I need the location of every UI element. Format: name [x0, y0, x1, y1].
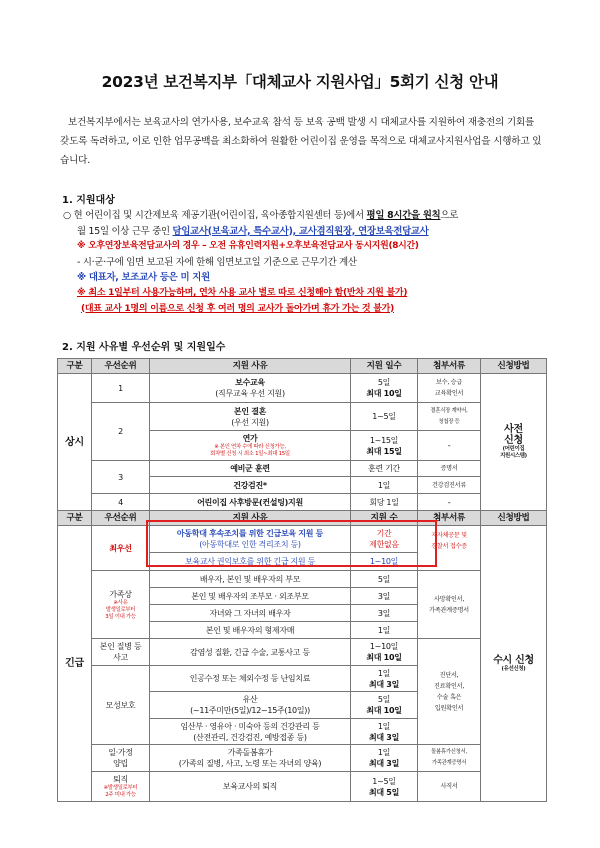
days-cell: 1일 최대 3일 — [351, 666, 418, 692]
header-docs: 첨부서류 — [418, 359, 481, 374]
docs-cell: 증명서 — [418, 461, 481, 477]
days-cell: 1일 — [351, 622, 418, 639]
table-row — [58, 571, 547, 588]
eligibility-note-excluded: ※ 대표자, 보조교사 등은 미 지원 — [77, 272, 210, 284]
priority-retire: 퇴직 ※발생일로부터 2주 미내 가능 — [92, 772, 150, 802]
reason-cell: 본인 및 배우자의 형제자매 — [150, 622, 351, 639]
priority-cell: 3 — [92, 461, 150, 494]
docs-cell: 진단서, 진료확인서, 수술 혹은 입원확인서 — [418, 639, 481, 745]
eligibility-note-afternoon: ※ 오후연장보육전담교사의 경우 – 오전 유휴인력지원+오후보육전담교사 동시지원(8시간) — [77, 241, 419, 252]
days-cell: 1일 최대 3일 — [351, 745, 418, 772]
section1-body — [63, 208, 548, 317]
header-days: 지원 수 — [351, 511, 418, 526]
intro-paragraph: 보건복지부에서는 보육교사의 연가사용, 보수교육 참석 등 보육 공백 발생 시 대체교사를 지원하여 재충전의 기회를 갖도록 독려하고, 이로 인한 업무공백을 최소화하여 원활한 어린이집 운영을 목적으로 대체교사지원사업을 시행하고 있습니다. — [60, 117, 542, 166]
docs-cell: 건강검진서류 — [418, 477, 481, 494]
header-method: 신청방법 — [481, 511, 547, 526]
category-regular: 상시 — [58, 374, 92, 511]
days-cell: 5일 — [351, 571, 418, 588]
days-cell: 3일 — [351, 588, 418, 605]
reason-cell: 유산 (~11주미만(5일)/12~15주(10일)) — [150, 692, 351, 719]
reason-cell: 건강검진* — [150, 477, 351, 494]
days-cell: 3일 — [351, 605, 418, 622]
priority-top: 최우선 — [92, 526, 150, 571]
priority-illness: 본인 질병 등 사고 — [92, 639, 150, 666]
days-cell: 1~15일 최대 15일 — [351, 431, 418, 461]
header-priority: 우선순위 — [92, 359, 150, 374]
section2-heading: 2. 지원 사유별 우선순위 및 지원일수 — [62, 342, 226, 353]
priority-worklife: 일·가정 양립 — [92, 745, 150, 772]
reason-cell: 임산부 · 영유아 · 미숙아 등의 건강관리 등 (산전관리, 건강검진, 예방접종 등) — [150, 719, 351, 745]
method-advance: 사전 신청 (어린이집 지원시스템) — [481, 374, 547, 511]
docs-cell: 지자체공문 및 경찰서 접수증 — [418, 526, 481, 571]
days-cell: 훈련 기간 — [351, 461, 418, 477]
docs-cell: - — [418, 431, 481, 461]
reason-cell: 어린이집 사후방문(컨설팅)지원 — [150, 494, 351, 511]
days-cell: 1~5일 — [351, 403, 418, 431]
table-row — [58, 403, 547, 431]
table-row — [58, 494, 547, 511]
reason-cell: 본인 및 배우자의 조부모 · 외조부모 — [150, 588, 351, 605]
docs-cell: 보수, 승급 교육확인서 — [418, 374, 481, 403]
header-method: 신청방법 — [481, 359, 547, 374]
method-anytime: 수시 신청 (유선신청) — [481, 526, 547, 802]
priority-maternity: 모성보호 — [92, 666, 150, 745]
days-cell: 1일 — [351, 477, 418, 494]
days-cell: 5일 최대 10일 — [351, 692, 418, 719]
docs-cell: - — [418, 494, 481, 511]
reason-cell: 자녀와 그 자녀의 배우자 — [150, 605, 351, 622]
header-priority: 우선순위 — [92, 511, 150, 526]
table-row — [58, 639, 547, 666]
page-title: 2023년 보건복지부「대체교사 지원사업」5회기 신청 안내 — [101, 73, 499, 91]
reason-cell: 보수교육 (직무교육 우선 지원) — [150, 374, 351, 403]
days-cell: 회당 1일 — [351, 494, 418, 511]
days-cell: 1~10일 — [351, 553, 418, 571]
category-emergency: 긴급 — [58, 526, 92, 802]
table-row — [58, 461, 547, 477]
header-reason: 지원 사유 — [150, 359, 351, 374]
table-row — [58, 526, 547, 553]
days-cell: 5일 최대 10일 — [351, 374, 418, 403]
days-cell: 1~5일 최대 5일 — [351, 772, 418, 802]
header-days: 지원 일수 — [351, 359, 418, 374]
table-header-row-2 — [58, 511, 547, 526]
reason-cell: 보육교사의 퇴직 — [150, 772, 351, 802]
eligibility-line2: 월 15일 이상 근무 중인 담임교사(보육교사, 특수교사), 교사겸직원장, 연장보육전담교사 — [77, 225, 429, 237]
priority-cell: 1 — [92, 374, 150, 403]
table-header-row — [58, 359, 547, 374]
header-category: 구분 — [58, 359, 92, 374]
support-table — [57, 358, 547, 802]
days-cell: 기간 제한없음 — [351, 526, 418, 553]
reason-cell: 연가 ※ 본인 연차 수에 따라 신청가능, 회차별 신청 시 최소 1일~최대 15일 — [150, 431, 351, 461]
priority-cell: 2 — [92, 403, 150, 461]
days-cell: 1일 최대 3일 — [351, 719, 418, 745]
priority-family: 가족상 ※사유 발생일로부터 3일 이내 가능 — [92, 571, 150, 639]
eligibility-note-minimum: ※ 최소 1일부터 사용가능하며, 연차 사용 교사 별로 따로 신청해야 함(반차 지원 불가) — [77, 287, 408, 298]
section1-heading: 1. 지원대상 — [62, 195, 115, 206]
reason-cell: 보육교사 권익보호를 위한 긴급 지원 등 — [150, 553, 351, 571]
reason-cell: 가족돌봄휴가 (가족의 질병, 사고, 노령 또는 자녀의 양육) — [150, 745, 351, 772]
table-row — [58, 745, 547, 772]
header-docs: 첨부서류 — [418, 511, 481, 526]
reason-cell: 감염성 질환, 긴급 수술, 교통사고 등 — [150, 639, 351, 666]
table-row — [58, 374, 547, 403]
eligibility-note-reporting: - 시·군·구에 임면 보고된 자에 한해 임면보고일 기준으로 근무기간 계산 — [77, 256, 357, 268]
eligibility-line1: ○ 현 어린이집 및 시간제보육 제공기관(어린이집, 육아종합지원센터 등)에서 평일 8시간을 원칙으로 — [63, 210, 459, 221]
reason-cell: 본인 결혼 (우선 지원) — [150, 403, 351, 431]
reason-cell: 배우자, 본인 및 배우자의 부모 — [150, 571, 351, 588]
docs-cell: 사직서 — [418, 772, 481, 802]
docs-cell: 결혼식장 계약서, 청첩장 등 — [418, 403, 481, 431]
header-category: 구분 — [58, 511, 92, 526]
header-reason: 지원 사유 — [150, 511, 351, 526]
priority-cell: 4 — [92, 494, 150, 511]
eligibility-note-single-name: (대표 교사 1명의 이름으로 신청 후 여러 명의 교사가 돌아가며 휴가 가는 것 불가) — [81, 303, 394, 314]
table-row — [58, 772, 547, 802]
reason-cell: 아동학대 후속조치를 위한 긴급보육 지원 등 (아동학대로 인한 격리조치 등) — [150, 526, 351, 553]
docs-cell: 돌봄휴가신청서, 가족관계증명서 — [418, 745, 481, 772]
docs-cell: 사망확인서, 가족관계증명서 — [418, 571, 481, 639]
reason-cell: 인공수정 또는 체외수정 등 난임치료 — [150, 666, 351, 692]
days-cell: 1~10일 최대 10일 — [351, 639, 418, 666]
reason-cell: 예비군 훈련 — [150, 461, 351, 477]
